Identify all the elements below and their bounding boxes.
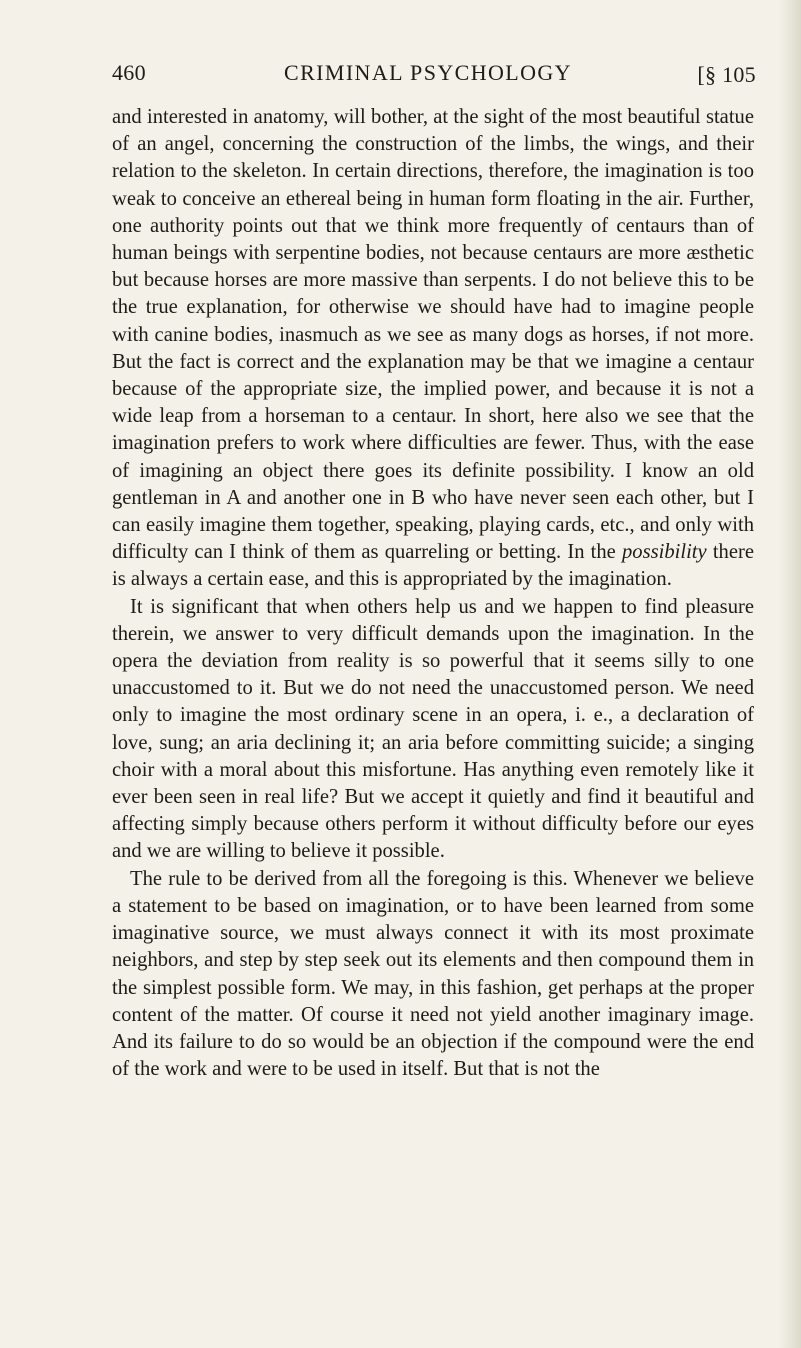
section-number: [§ 105 xyxy=(697,62,756,87)
paragraph-1 xyxy=(112,104,754,594)
paragraph-1-text-a: and interested in anatomy, will bother, at the sight of the most beautiful statue of an angel, concerning the construction of the limbs, the wings, and their relation to the skeleton. In certain directions, therefore, the imagination is too weak to conceive an ethereal being in human form floating in the air. Further, one authority points out that we think more frequently of centaurs than of human beings with serpentine bodies, not because centaurs are more æsthetic but because horses are more massive than serpents. I do not believe this to be the true explanation, for otherwise we should have had to imagine people with canine bodies, inasmuch as we see as many dogs as horses, if not more. But the fact is correct and the explanation may be that we imagine a centaur because of the appropriate size, the implied power, and because it is not a wide leap from a horseman to a centaur. In short, here also we see that the imagination prefers to work where difficulties are fewer. Thus, with the ease of imagining an object there goes its definite possibility. I know an old gentleman in A and another one in B who have never seen each other, but I can easily imagine them together, speaking, playing cards, etc., and only with difficulty can I think of them as quarreling or betting. In the xyxy=(112,106,754,564)
paragraph-1-emphasis: possibility xyxy=(621,541,707,564)
paragraph-2-text: It is significant that when others help us and we happen to find pleasure therein, we answer to very difficult demands upon the imagination. In the opera the deviation from reality is so powerful that it seems silly to one unaccustomed to it. But we do not need the unaccustomed person. We need only to imagine the most ordinary scene in an opera, i. e., a declaration of love, sung; an aria declining it; an aria before committing suicide; a singing choir with a moral about this misfortune. Has anything even remotely like it ever been seen in real life? But we accept it quietly and find it beautiful and affecting simply because others perform it without difficulty before our eyes and we are willing to believe it possible. xyxy=(112,595,754,863)
page-number: 460 xyxy=(112,60,146,85)
running-head xyxy=(112,60,762,90)
book-title: CRIMINAL PSYCHOLOGY xyxy=(284,60,572,85)
paragraph-2 xyxy=(112,594,754,866)
body-text xyxy=(112,104,754,1083)
paragraph-3-text: The rule to be derived from all the foregoing is this. Whenever we believe a statement to be based on imagination, or to have been learned from some imaginative source, we must always connect it with its most proximate neighbors, and step by step seek out its elements and then compound them in the simplest possible form. We may, in this fashion, get perhaps at the proper content of the matter. Of course it need not yield another imaginary image. And its failure to do so would be an objection if the compound were the end of the work and were to be used in itself. But that is not the xyxy=(112,867,754,1081)
spine-shadow xyxy=(779,0,801,1348)
paragraph-3 xyxy=(112,866,754,1084)
paragraph-1-text-b: there is always a certain ease, and this is appropriated by the imagination. xyxy=(112,541,754,591)
